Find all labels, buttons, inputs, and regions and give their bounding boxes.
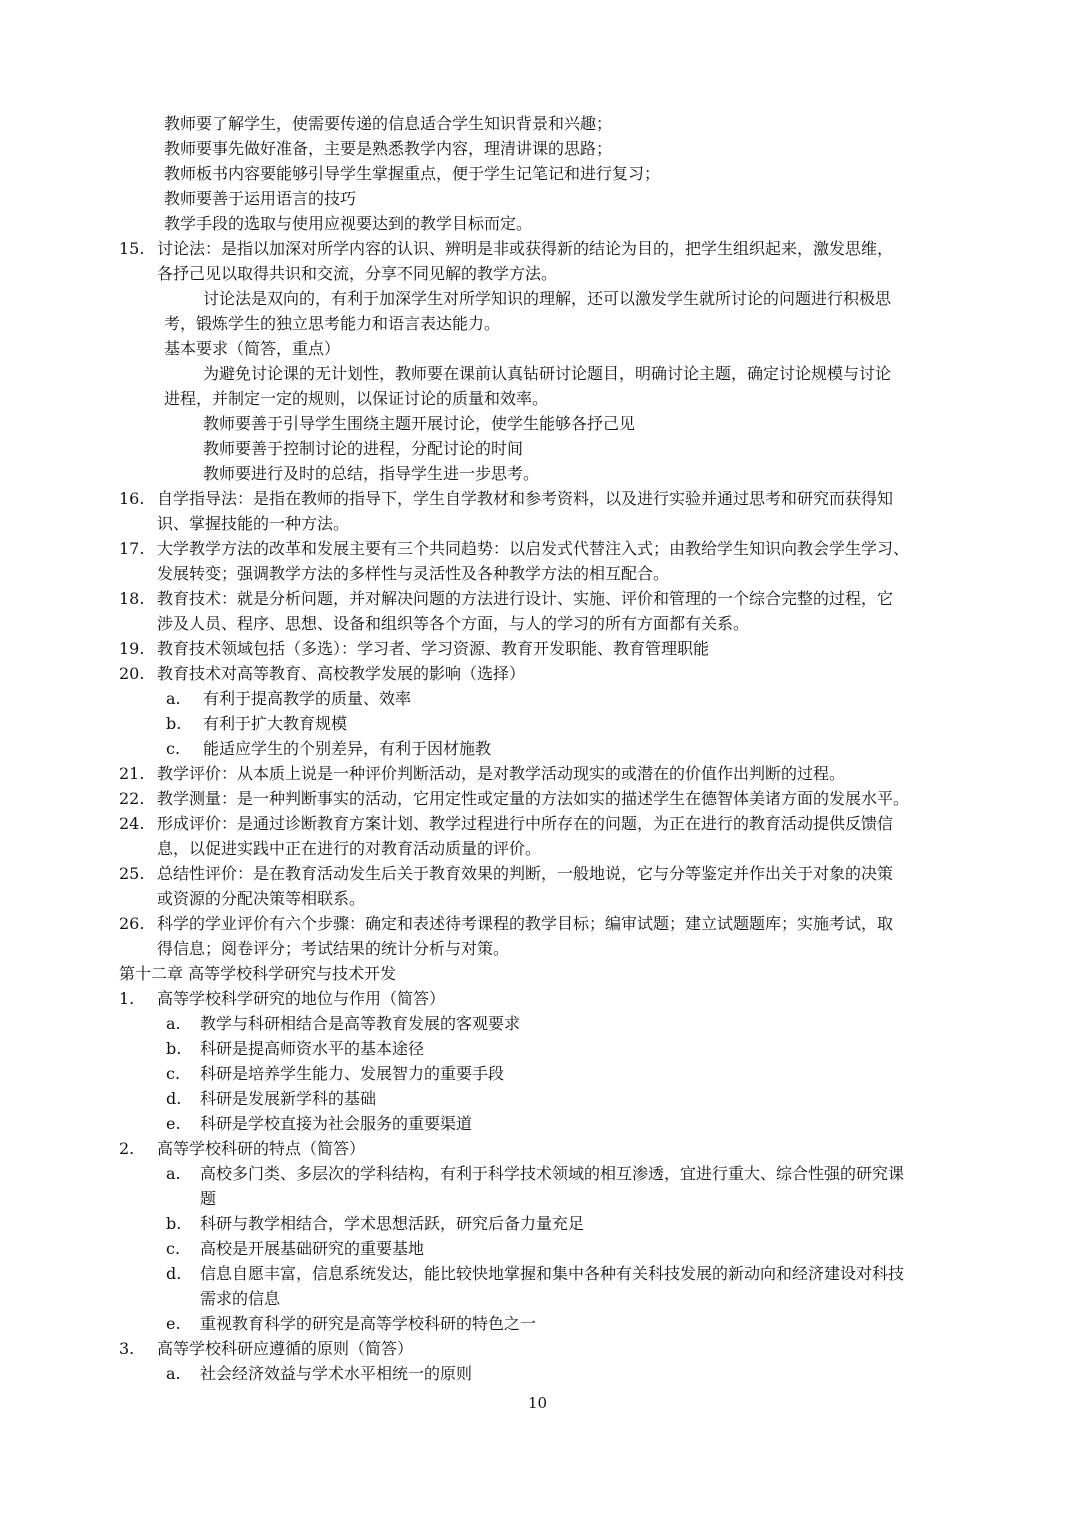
text-line: 题 bbox=[200, 1189, 217, 1208]
text-line: 总结性评价：是在教育活动发生后关于教育效果的判断，一般地说，它与分等鉴定并作出关于对象的决策 bbox=[157, 864, 894, 883]
text-line: 有利于提高教学的质量、效率 bbox=[203, 689, 412, 708]
item-number: 2. bbox=[119, 1139, 135, 1158]
text-line: 高等学校科学研究的地位与作用（简答） bbox=[157, 989, 446, 1008]
text-line: 教师要善于控制讨论的进程，分配讨论的时间 bbox=[203, 439, 524, 458]
sub-item-letter: b. bbox=[166, 714, 182, 733]
text-line: 大学教学方法的改革和发展主要有三个共同趋势：以启发式代替注入式；由教给学生知识向教会学生学习、 bbox=[157, 539, 910, 558]
text-line: 能适应学生的个别差异，有利于因材施教 bbox=[203, 739, 492, 758]
item-number: 15. bbox=[119, 239, 145, 258]
sub-item-letter: a. bbox=[166, 1364, 181, 1383]
sub-item-letter: b. bbox=[166, 1214, 182, 1233]
text-line: 教师要善于运用语言的技巧 bbox=[164, 189, 357, 208]
text-line: 进程，并制定一定的规则，以保证讨论的质量和效率。 bbox=[164, 389, 549, 408]
sub-item-letter: d. bbox=[166, 1089, 182, 1108]
text-line: 自学指导法：是指在教师的指导下，学生自学教材和参考资料，以及进行实验并通过思考和研究而获得知 bbox=[157, 489, 894, 508]
text-line: 高等学校科研的特点（简答） bbox=[157, 1139, 366, 1158]
text-line: 教育技术对高等教育、高校教学发展的影响（选择） bbox=[157, 664, 526, 683]
text-line: 教学手段的选取与使用应视要达到的教学目标而定。 bbox=[164, 214, 533, 233]
item-number: 18. bbox=[119, 589, 145, 608]
text-line: 教师要事先做好准备，主要是熟悉教学内容，理清讲课的思路； bbox=[164, 139, 613, 158]
text-line: 教学与科研相结合是高等教育发展的客观要求 bbox=[200, 1014, 521, 1033]
text-line: 讨论法是双向的，有利于加深学生对所学知识的理解，还可以激发学生就所讨论的问题进行积极思 bbox=[203, 289, 892, 308]
text-line: 教师板书内容要能够引导学生掌握重点，便于学生记笔记和进行复习； bbox=[164, 164, 661, 183]
text-line: 高校是开展基础研究的重要基地 bbox=[200, 1239, 425, 1258]
text-line: 科研与教学相结合，学术思想活跃，研究后备力量充足 bbox=[200, 1214, 585, 1233]
text-line: 教师要善于引导学生围绕主题开展讨论，使学生能够各抒己见 bbox=[203, 414, 636, 433]
item-number: 3. bbox=[119, 1339, 135, 1358]
text-line: 科学的学业评价有六个步骤：确定和表述待考课程的教学目标；编审试题；建立试题题库；实施考试，取 bbox=[157, 914, 894, 933]
text-line: 科研是提高师资水平的基本途径 bbox=[200, 1039, 425, 1058]
item-number: 21. bbox=[119, 764, 145, 783]
text-line: 信息自愿丰富，信息系统发达，能比较快地掌握和集中各种有关科技发展的新动向和经济建设对科技 bbox=[200, 1264, 905, 1283]
text-line: 教学测量：是一种判断事实的活动，它用定性或定量的方法如实的描述学生在德智体美诸方面的发展水平。 bbox=[157, 789, 910, 808]
text-line: 教学评价：从本质上说是一种评价判断活动，是对教学活动现实的或潜在的价值作出判断的过程。 bbox=[157, 764, 846, 783]
sub-item-letter: a. bbox=[166, 689, 181, 708]
item-number: 20. bbox=[119, 664, 145, 683]
chapter-heading: 第十二章 高等学校科学研究与技术开发 bbox=[119, 964, 397, 983]
text-line: 需求的信息 bbox=[200, 1289, 281, 1308]
text-line: 社会经济效益与学术水平相统一的原则 bbox=[200, 1364, 473, 1383]
item-number: 24. bbox=[119, 814, 145, 833]
item-number: 16. bbox=[119, 489, 145, 508]
text-line: 各抒己见以取得共识和交流，分享不同见解的教学方法。 bbox=[157, 264, 558, 283]
item-number: 22. bbox=[119, 789, 145, 808]
text-line: 或资源的分配决策等相联系。 bbox=[157, 889, 366, 908]
text-line: 识、掌握技能的一种方法。 bbox=[157, 514, 350, 533]
text-line: 有利于扩大教育规模 bbox=[203, 714, 348, 733]
text-line: 得信息；阅卷评分；考试结果的统计分析与对策。 bbox=[157, 939, 510, 958]
text-line: 科研是学校直接为社会服务的重要渠道 bbox=[200, 1114, 473, 1133]
text-line: 高校多门类、多层次的学科结构，有利于科学技术领域的相互渗透，宜进行重大、综合性强的研究课 bbox=[200, 1164, 905, 1183]
sub-item-letter: a. bbox=[166, 1164, 181, 1183]
item-number: 26. bbox=[119, 914, 145, 933]
text-line: 息，以促进实践中正在进行的对教育活动质量的评价。 bbox=[157, 839, 542, 858]
text-line: 高等学校科研应遵循的原则（简答） bbox=[157, 1339, 414, 1358]
text-line: 考，锻炼学生的独立思考能力和语言表达能力。 bbox=[164, 314, 501, 333]
sub-item-letter: e. bbox=[166, 1314, 181, 1333]
item-number: 19. bbox=[119, 639, 145, 658]
text-line: 教育技术：就是分析问题，并对解决问题的方法进行设计、实施、评价和管理的一个综合完整的过程，它 bbox=[157, 589, 894, 608]
sub-item-letter: e. bbox=[166, 1114, 181, 1133]
text-line: 涉及人员、程序、思想、设备和组织等各个方面，与人的学习的所有方面都有关系。 bbox=[157, 614, 750, 633]
sub-item-letter: d. bbox=[166, 1264, 182, 1283]
sub-item-letter: a. bbox=[166, 1014, 181, 1033]
sub-item-letter: c. bbox=[166, 1064, 181, 1083]
item-number: 1. bbox=[119, 989, 135, 1008]
sub-item-letter: b. bbox=[166, 1039, 182, 1058]
text-line: 基本要求（简答，重点） bbox=[164, 339, 341, 358]
page-number: 10 bbox=[527, 1394, 548, 1412]
text-line: 形成评价：是通过诊断教育方案计划、教学过程进行中所存在的问题，为正在进行的教育活动提供反馈信 bbox=[157, 814, 894, 833]
text-line: 讨论法：是指以加深对所学内容的认识、辨明是非或获得新的结论为目的，把学生组织起来，激发思维， bbox=[157, 239, 894, 258]
item-number: 25. bbox=[119, 864, 145, 883]
text-line: 教师要了解学生，使需要传递的信息适合学生知识背景和兴趣； bbox=[164, 114, 613, 133]
text-line: 教师要进行及时的总结，指导学生进一步思考。 bbox=[203, 464, 540, 483]
text-line: 教育技术领域包括（多选）：学习者、学习资源、教育开发职能、教育管理职能 bbox=[157, 639, 710, 658]
text-line: 重视教育科学的研究是高等学校科研的特色之一 bbox=[200, 1314, 537, 1333]
item-number: 17. bbox=[119, 539, 145, 558]
text-line: 为避免讨论课的无计划性，教师要在课前认真钻研讨论题目，明确讨论主题，确定讨论规模与讨论 bbox=[203, 364, 892, 383]
text-line: 科研是培养学生能力、发展智力的重要手段 bbox=[200, 1064, 505, 1083]
sub-item-letter: c. bbox=[166, 1239, 181, 1258]
sub-item-letter: c. bbox=[166, 739, 181, 758]
text-line: 科研是发展新学科的基础 bbox=[200, 1089, 377, 1108]
text-line: 发展转变；强调教学方法的多样性与灵活性及各种教学方法的相互配合。 bbox=[157, 564, 670, 583]
